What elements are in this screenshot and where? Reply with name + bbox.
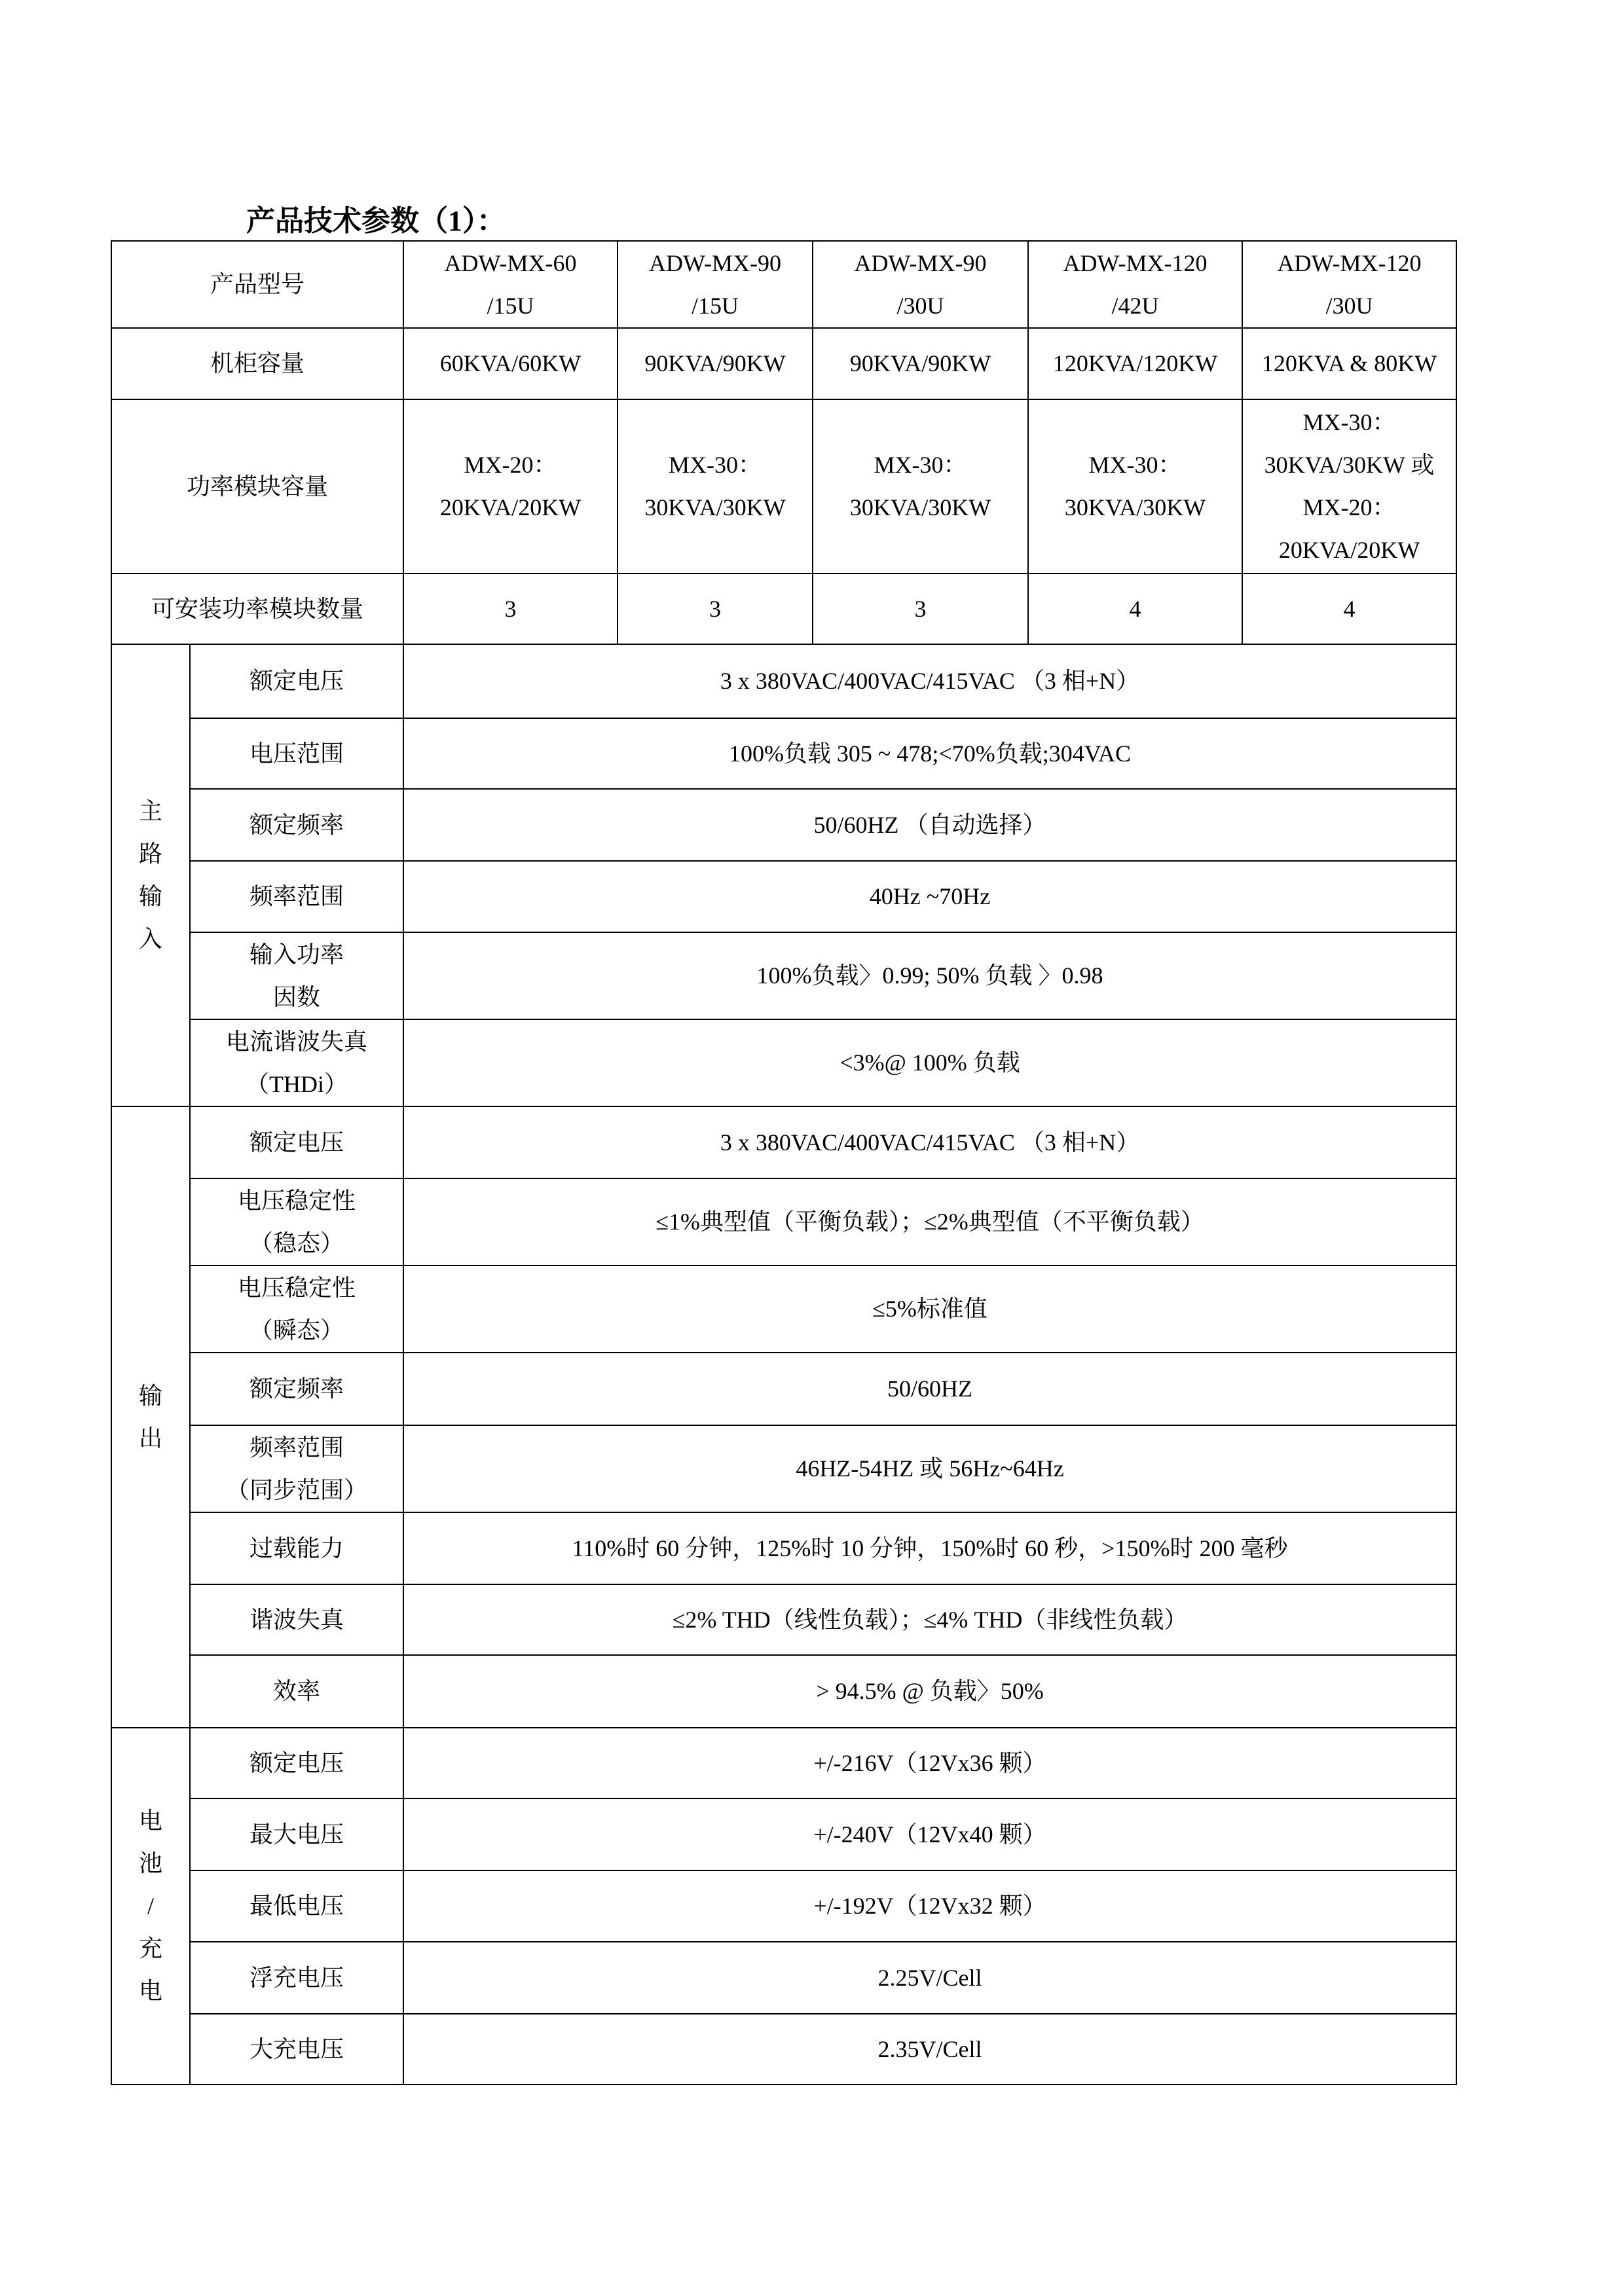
model-name: ADW-MX-90 <box>854 249 987 276</box>
param-label <box>190 1728 403 1798</box>
module-type: MX-30： <box>874 452 967 478</box>
cabinet-capacity-cell: 90KVA/90KW <box>813 328 1028 399</box>
module-count-cell: 4 <box>1242 574 1456 644</box>
model-suffix: /15U <box>692 292 739 319</box>
model-suffix: /30U <box>896 292 944 319</box>
param-label-line: （同步范围） <box>226 1476 368 1503</box>
param-label <box>190 1353 403 1425</box>
section-label <box>139 1800 162 2013</box>
section-label-char: 主 <box>138 798 162 824</box>
param-label <box>190 861 403 932</box>
param-label <box>190 1106 403 1178</box>
spec-row <box>111 932 1456 1019</box>
module-rating: 20KVA/20KW <box>1278 537 1420 563</box>
param-value: 46HZ-54HZ 或 56Hz~64Hz <box>403 1425 1456 1512</box>
row-label: 产品型号 <box>111 241 403 328</box>
section-label-char: 输 <box>138 883 162 909</box>
param-value: 110%时 60 分钟，125%时 10 分钟，150%时 60 秒，>150%时 200 毫秒 <box>403 1512 1456 1584</box>
param-label-line: 额定频率 <box>249 811 344 838</box>
param-label <box>190 789 403 861</box>
param-label <box>190 1655 403 1728</box>
section-label-char: 池 <box>138 1850 162 1876</box>
module-capacity-cell <box>813 399 1028 574</box>
spec-row <box>111 861 1456 932</box>
spec-row <box>111 1798 1456 1870</box>
param-value: ≤2% THD（线性负载）；≤4% THD（非线性负载） <box>403 1584 1456 1655</box>
param-label-line: 电压稳定性 <box>238 1274 356 1301</box>
param-label-line: 谐波失真 <box>249 1606 344 1633</box>
model-name: ADW-MX-120 <box>1063 249 1208 276</box>
param-label-line: 额定频率 <box>249 1376 344 1402</box>
spec-row <box>111 1019 1456 1106</box>
module-rating: 30KVA/30KW <box>1064 494 1206 520</box>
param-value: ≤1%典型值（平衡负载）；≤2%典型值（不平衡负载） <box>403 1178 1456 1266</box>
param-label-line: 因数 <box>273 983 321 1010</box>
param-value: +/-192V（12Vx32 颗） <box>403 1870 1456 1942</box>
param-label-line: 频率范围 <box>249 1434 344 1461</box>
param-value: +/-216V（12Vx36 颗） <box>403 1728 1456 1798</box>
param-value: 3 x 380VAC/400VAC/415VAC （3 相+N） <box>403 1106 1456 1178</box>
param-label-line: 额定电压 <box>249 1749 344 1776</box>
param-label-line: 浮充电压 <box>249 1964 344 1991</box>
module-type: MX-30： <box>1088 452 1182 478</box>
param-label <box>190 644 403 718</box>
module-rating: 30KVA/30KW <box>849 494 991 520</box>
param-value: > 94.5% @ 负载〉50% <box>403 1655 1456 1728</box>
spec-row <box>111 2014 1456 2085</box>
param-value: 3 x 380VAC/400VAC/415VAC （3 相+N） <box>403 644 1456 718</box>
param-label <box>190 1584 403 1655</box>
spec-row <box>111 1266 1456 1353</box>
module-rating: 30KVA/30KW <box>644 494 786 520</box>
model-name: ADW-MX-90 <box>649 249 781 276</box>
param-label <box>190 1870 403 1942</box>
model-cell <box>618 241 813 328</box>
model-name: ADW-MX-120 <box>1277 249 1422 276</box>
param-label <box>190 1178 403 1266</box>
section-output <box>111 1106 190 1728</box>
param-label-line: 额定电压 <box>249 1129 344 1156</box>
spec-row <box>111 718 1456 789</box>
param-label-line: （瞬态） <box>249 1317 344 1343</box>
param-label <box>190 1798 403 1870</box>
param-value: 100%负载〉0.99; 50% 负载 〉0.98 <box>403 932 1456 1019</box>
param-label-line: （稳态） <box>249 1230 344 1256</box>
module-count-cell: 3 <box>813 574 1028 644</box>
module-capacity-cell <box>1242 399 1456 574</box>
param-label <box>190 1942 403 2014</box>
spec-row <box>111 789 1456 861</box>
param-value: 40Hz ~70Hz <box>403 861 1456 932</box>
model-cell <box>1242 241 1456 328</box>
spec-row <box>111 1655 1456 1728</box>
module-rating: 20KVA/20KW <box>439 494 581 520</box>
cabinet-capacity-row <box>111 328 1456 399</box>
model-suffix: /30U <box>1325 292 1373 319</box>
section-label-char: 充 <box>138 1935 162 1961</box>
row-label: 机柜容量 <box>111 328 403 399</box>
module-type: MX-20： <box>464 452 557 478</box>
spec-row <box>111 1584 1456 1655</box>
module-capacity-cell <box>403 399 618 574</box>
model-cell <box>813 241 1028 328</box>
param-label <box>190 2014 403 2085</box>
row-label: 功率模块容量 <box>111 399 403 574</box>
spec-row <box>111 1942 1456 2014</box>
spec-row <box>111 1512 1456 1584</box>
module-capacity-cell <box>1028 399 1242 574</box>
section-battery <box>111 1728 190 2085</box>
module-count-cell: 3 <box>403 574 618 644</box>
module-count-row <box>111 574 1456 644</box>
section-label-char: 路 <box>138 841 162 867</box>
param-value: ≤5%标准值 <box>403 1266 1456 1353</box>
param-label <box>190 1266 403 1353</box>
param-label-line: 频率范围 <box>249 883 344 909</box>
section-label-char: 输 <box>138 1382 162 1409</box>
module-type: MX-30： <box>1302 409 1396 435</box>
model-cell <box>403 241 618 328</box>
param-label-line: 电压稳定性 <box>238 1187 356 1214</box>
spec-row <box>111 1425 1456 1512</box>
param-label <box>190 1425 403 1512</box>
spec-row <box>111 1106 1456 1178</box>
cabinet-capacity-cell: 90KVA/90KW <box>618 328 813 399</box>
row-label: 可安装功率模块数量 <box>111 574 403 644</box>
model-suffix: /42U <box>1111 292 1159 319</box>
param-label-line: 最低电压 <box>249 1893 344 1919</box>
param-value: +/-240V（12Vx40 颗） <box>403 1798 1456 1870</box>
module-type: MX-30： <box>669 452 762 478</box>
cabinet-capacity-cell: 120KVA/120KW <box>1028 328 1242 399</box>
spec-table <box>111 240 1457 2085</box>
param-label <box>190 1019 403 1106</box>
param-value: 50/60HZ <box>403 1353 1456 1425</box>
param-label <box>190 718 403 789</box>
param-label <box>190 1512 403 1584</box>
model-cell <box>1028 241 1242 328</box>
module-capacity-row <box>111 399 1456 574</box>
param-label <box>190 932 403 1019</box>
model-suffix: /15U <box>487 292 534 319</box>
param-label-line: （THDi） <box>246 1070 348 1097</box>
param-label-line: 额定电压 <box>249 668 344 694</box>
spec-row <box>111 1870 1456 1942</box>
spec-row <box>111 1178 1456 1266</box>
param-label-line: 过载能力 <box>249 1535 344 1561</box>
cabinet-capacity-cell: 120KVA & 80KW <box>1242 328 1456 399</box>
param-value: 50/60HZ （自动选择） <box>403 789 1456 861</box>
param-label-line: 大充电压 <box>249 2035 344 2062</box>
section-label-char: 出 <box>138 1425 162 1451</box>
param-value: 2.35V/Cell <box>403 2014 1456 2085</box>
section-label-char: / <box>147 1893 154 1919</box>
param-label-line: 电压范围 <box>249 740 344 767</box>
param-label-line: 效率 <box>273 1678 321 1704</box>
section-main-input <box>111 644 190 1106</box>
cabinet-capacity-cell: 60KVA/60KW <box>403 328 618 399</box>
param-value: 2.25V/Cell <box>403 1942 1456 2014</box>
module-count-cell: 4 <box>1028 574 1242 644</box>
param-label-line: 输入功率 <box>249 941 344 968</box>
section-label <box>139 1375 162 1460</box>
section-label-char: 电 <box>138 1978 162 2004</box>
module-rating: 30KVA/30KW 或 <box>1264 452 1435 478</box>
spec-row <box>111 644 1456 718</box>
section-label <box>139 790 162 960</box>
section-label-char: 电 <box>138 1808 162 1834</box>
param-label-line: 最大电压 <box>249 1821 344 1848</box>
page-title: 产品技术参数（1）： <box>246 205 506 237</box>
param-value: 100%负载 305 ~ 478;<70%负载;304VAC <box>403 718 1456 789</box>
module-count-cell: 3 <box>618 574 813 644</box>
spec-row <box>111 1728 1456 1798</box>
spec-row <box>111 1353 1456 1425</box>
module-capacity-cell <box>618 399 813 574</box>
module-type: MX-20： <box>1302 494 1396 520</box>
param-value: <3%@ 100% 负载 <box>403 1019 1456 1106</box>
model-name: ADW-MX-60 <box>444 249 577 276</box>
model-row <box>111 241 1456 328</box>
section-label-char: 入 <box>138 926 162 952</box>
param-label-line: 电流谐波失真 <box>226 1028 368 1055</box>
